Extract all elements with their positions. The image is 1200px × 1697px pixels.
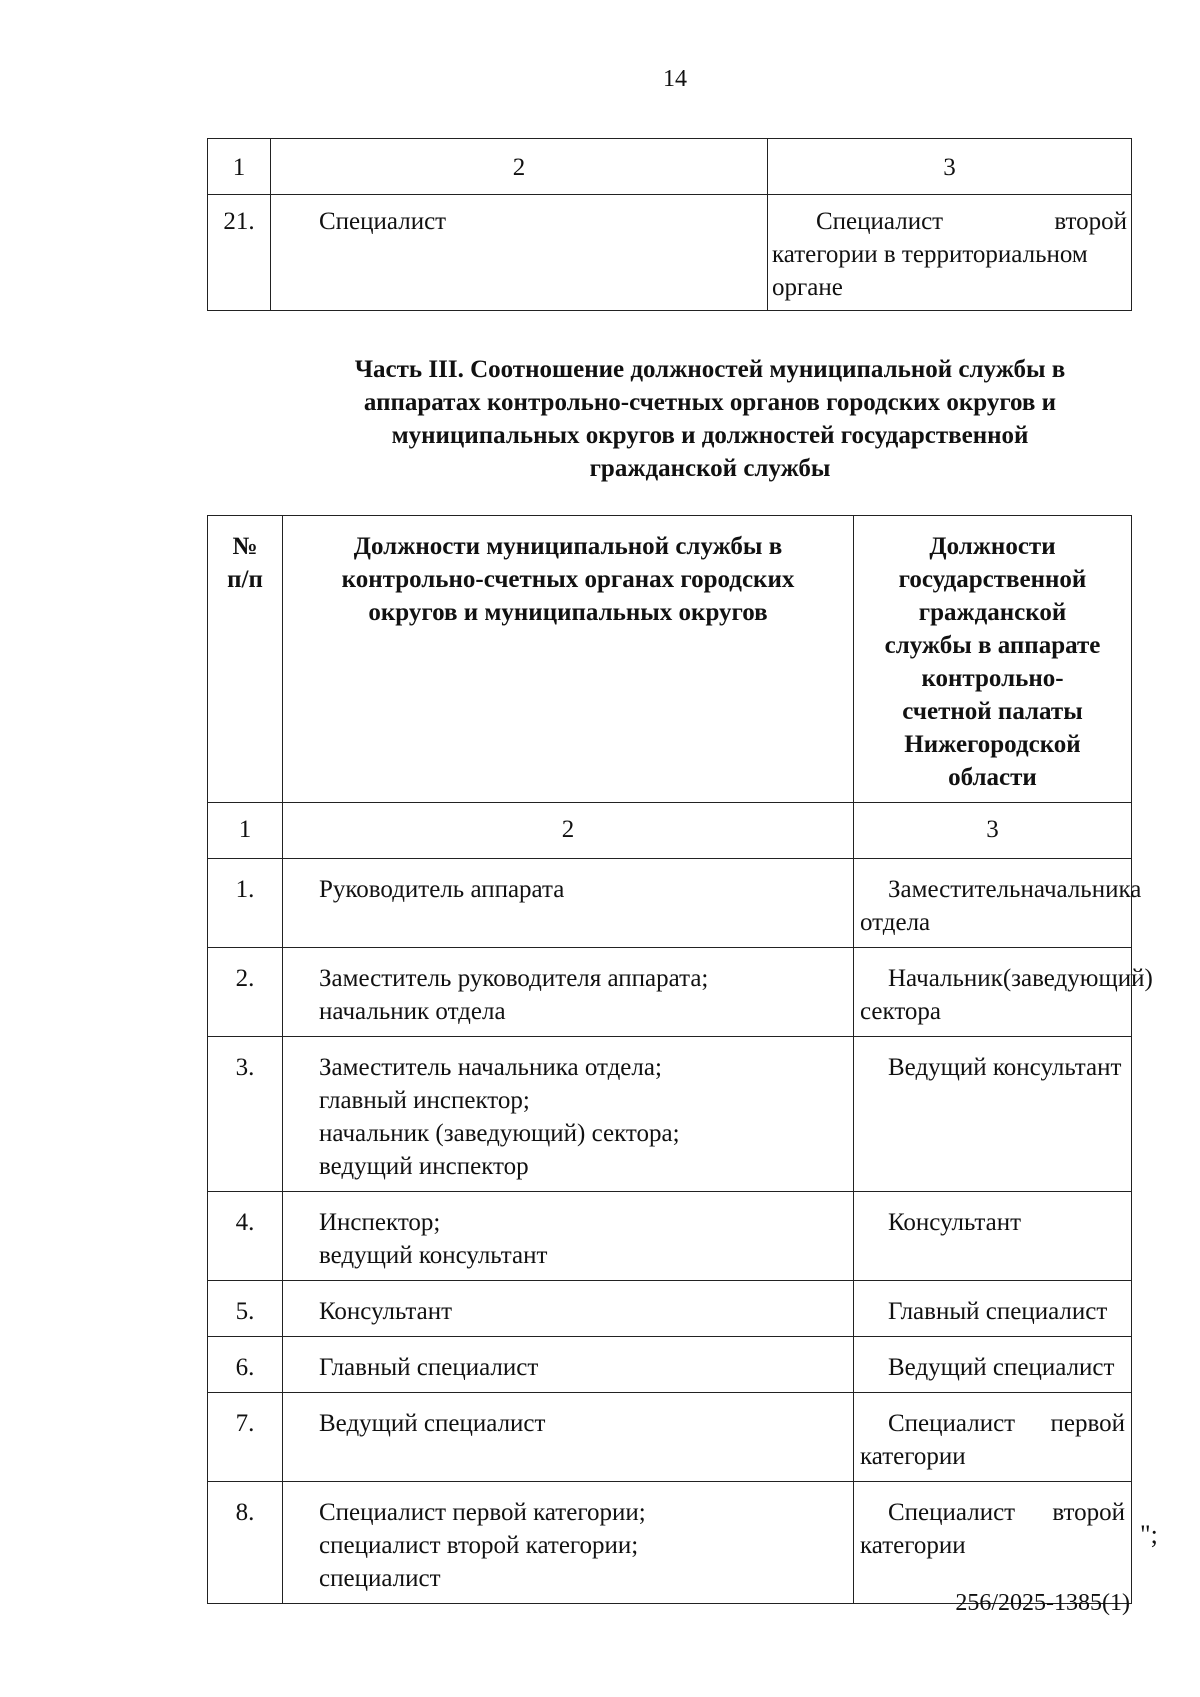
column-index-2: 2: [271, 139, 768, 195]
municipal-position: [283, 1192, 854, 1281]
column-index-1: 1: [208, 139, 271, 195]
state-position-line: категории в территориальном: [772, 241, 1088, 268]
municipal-position: [283, 1037, 854, 1192]
page-number: 14: [663, 66, 687, 92]
closing-quote-mark: ";: [1140, 1520, 1158, 1549]
state-position-word: первой: [1050, 1410, 1125, 1437]
position-line: начальник отдела: [319, 998, 506, 1025]
row-number: 3.: [208, 1037, 283, 1192]
state-position: [854, 1281, 1132, 1337]
position-line: Заместитель руководителя аппарата;: [319, 965, 709, 992]
table-row: [208, 948, 1132, 1037]
state-position-word: (заведующий): [1002, 965, 1153, 992]
state-position-word: второй: [1052, 1499, 1125, 1526]
state-position: [768, 195, 1132, 311]
heading-line: гражданской службы: [589, 455, 831, 482]
state-position: [854, 859, 1142, 948]
position-line: Руководитель аппарата: [319, 876, 565, 903]
state-position-line: сектора: [860, 998, 942, 1025]
position-line: Специалист первой категории;: [319, 1499, 646, 1526]
table-header-row: [208, 139, 1132, 195]
state-position-word: Начальник: [888, 965, 1003, 992]
row-number: 7.: [208, 1393, 283, 1482]
state-position-word: Специалист: [888, 1499, 1016, 1526]
position-line: Главный специалист: [319, 1354, 539, 1381]
position-line: начальник (заведующий) сектора;: [319, 1120, 680, 1147]
state-position: [854, 1192, 1132, 1281]
document-number: 256/2025-1385(1): [955, 1590, 1130, 1616]
state-position: [854, 1037, 1132, 1192]
column-index-1: 1: [208, 803, 283, 859]
state-position-line: Главный специалист: [888, 1298, 1108, 1325]
table-header-row: [208, 516, 1132, 803]
municipal-position: [283, 1337, 854, 1393]
row-number: 2.: [208, 948, 283, 1037]
municipal-position: [283, 1482, 854, 1604]
position-line: Консультант: [319, 1298, 453, 1325]
column-index-2: 2: [283, 803, 854, 859]
state-position-line: Ведущий консультант: [888, 1054, 1122, 1081]
column-index-3: 3: [768, 139, 1132, 195]
municipal-position: [283, 1393, 854, 1482]
state-position-line: категории: [860, 1532, 966, 1559]
state-position-line: органе: [772, 274, 843, 301]
municipal-position: [283, 1281, 854, 1337]
municipal-position: [283, 948, 854, 1037]
state-position-line: категории: [860, 1443, 966, 1470]
position-line: Заместитель начальника отдела;: [319, 1054, 662, 1081]
state-position-line: Ведущий специалист: [888, 1354, 1115, 1381]
state-position-word: Заместитель: [888, 876, 1021, 903]
table-row: [208, 195, 1132, 311]
table-row: [208, 859, 1132, 948]
header-state-positions: Должности государственной гражданской службы в аппарате контрольно-счетной палаты Нижегородской области: [854, 516, 1132, 803]
table-row: [208, 1037, 1132, 1192]
position-line: Ведущий специалист: [319, 1410, 546, 1437]
table-row: [208, 1393, 1132, 1482]
continuation-table: [207, 138, 1132, 311]
header-municipal-positions: Должности муниципальной службы в контрольно-счетных органах городских округов и муниципальных округов: [283, 516, 854, 803]
heading-line: муниципальных округов и должностей государственной: [391, 422, 1029, 449]
heading-line: Часть III. Соотношение должностей муниципальной службы в: [354, 356, 1066, 383]
table-index-row: [208, 803, 1132, 859]
state-position: [854, 1482, 1132, 1604]
state-position-line: отдела: [860, 909, 931, 936]
table-row: [208, 1281, 1132, 1337]
state-position-line: Консультант: [888, 1209, 1022, 1236]
header-number: [208, 516, 283, 803]
row-number: 21.: [208, 195, 271, 311]
table-row: [208, 1192, 1132, 1281]
row-number: 4.: [208, 1192, 283, 1281]
state-position: [854, 1393, 1132, 1482]
position-line: ведущий инспектор: [319, 1153, 529, 1180]
row-number: 5.: [208, 1281, 283, 1337]
municipal-position: Специалист: [271, 195, 768, 311]
header-number-abbr: п/п: [227, 566, 263, 593]
row-number: 8.: [208, 1482, 283, 1604]
state-position: [854, 948, 1153, 1037]
row-number: 6.: [208, 1337, 283, 1393]
municipal-position: [283, 859, 854, 948]
position-line: главный инспектор;: [319, 1087, 530, 1114]
positions-correspondence-table: [207, 515, 1153, 1604]
position-line: специалист: [319, 1565, 441, 1592]
table-row: [208, 1482, 1132, 1604]
position-line: Инспектор;: [319, 1209, 441, 1236]
state-position-word: начальника: [1020, 876, 1142, 903]
table-row: [208, 1337, 1132, 1393]
position-line: ведущий консультант: [319, 1242, 548, 1269]
state-position-word: второй: [1054, 208, 1127, 235]
state-position-word: Специалист: [816, 208, 944, 235]
state-position: [854, 1337, 1132, 1393]
row-number: 1.: [208, 859, 283, 948]
state-position-word: Специалист: [888, 1410, 1016, 1437]
column-index-3: 3: [854, 803, 1132, 859]
heading-line: аппаратах контрольно-счетных органов городских округов и: [363, 389, 1057, 416]
position-line: специалист второй категории;: [319, 1532, 639, 1559]
header-number-symbol: №: [232, 533, 258, 560]
section-heading: [260, 353, 1160, 485]
